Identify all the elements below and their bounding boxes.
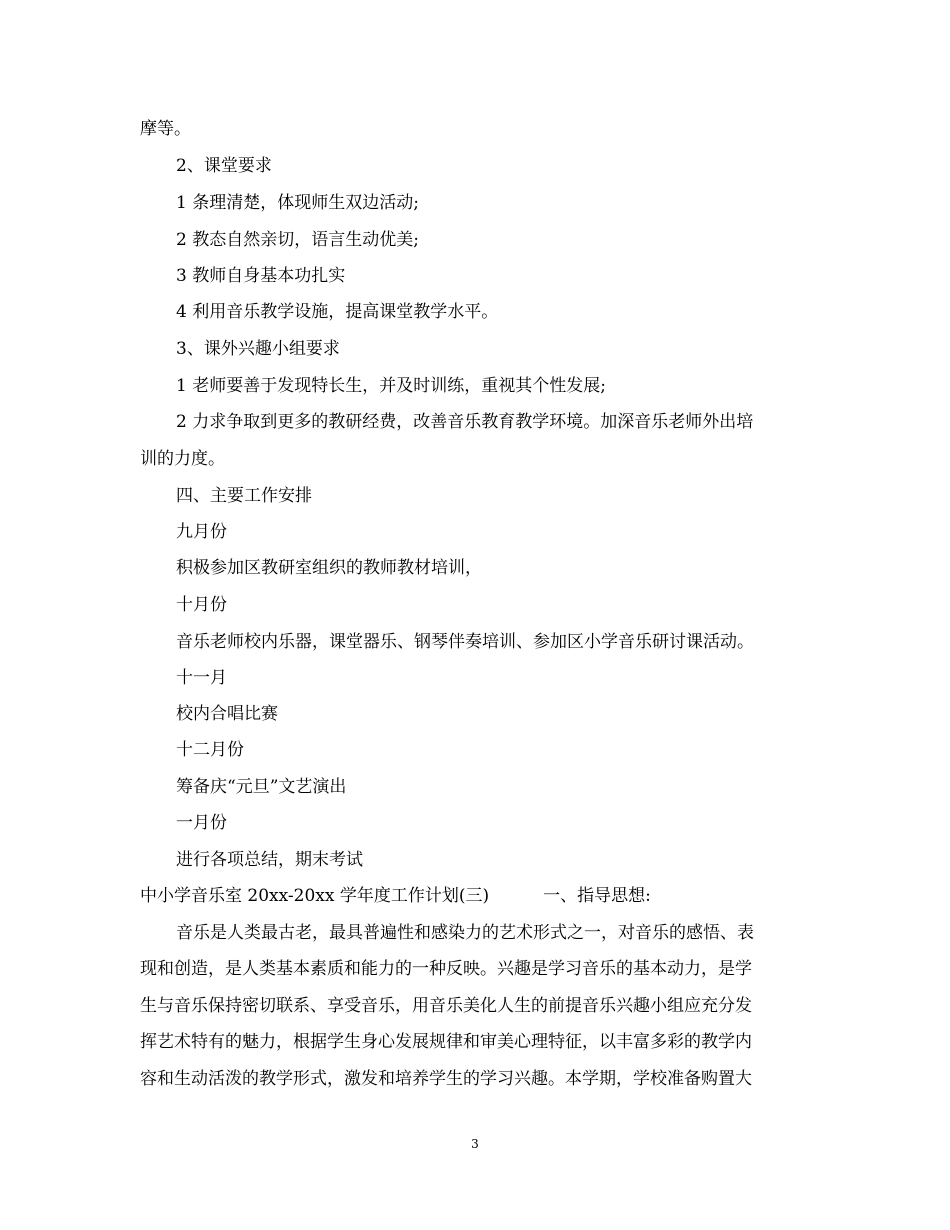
list-item: 3 教师自身基本功扎实 bbox=[176, 266, 346, 286]
plan-title-line bbox=[140, 885, 651, 907]
month-heading: 一月份 bbox=[176, 813, 227, 833]
month-activity: 进行各项总结，期末考试 bbox=[176, 850, 363, 870]
page-number: 3 bbox=[471, 1137, 479, 1151]
list-item: 2 教态自然亲切，语言生动优美; bbox=[176, 230, 419, 250]
month-activity: 校内合唱比赛 bbox=[176, 704, 278, 724]
month-activity: 积极参加区教研室组织的教师教材培训， bbox=[176, 558, 482, 578]
paragraph-line: 容和生动活泼的教学形式，激发和培养学生的学习兴趣。本学期，学校准备购置大 bbox=[140, 1069, 752, 1089]
text-line: 训的力度。 bbox=[140, 449, 225, 469]
list-item: 1 老师要善于发现特长生，并及时训练，重视其个性发展; bbox=[176, 376, 606, 396]
paragraph-line: 音乐是人类最古老，最具普遍性和感染力的艺术形式之一，对音乐的感悟、表 bbox=[176, 923, 754, 943]
section-heading: 3、课外兴趣小组要求 bbox=[176, 339, 340, 359]
month-heading: 十一月 bbox=[176, 668, 227, 688]
month-heading: 十二月份 bbox=[176, 740, 244, 760]
text-line: 摩等。 bbox=[140, 119, 191, 139]
plan-title: 中小学音乐室 20xx-20xx 学年度工作计划(三) bbox=[140, 886, 490, 906]
list-item: 2 力求争取到更多的教研经费，改善音乐教育教学环境。加深音乐老师外出培 bbox=[176, 412, 754, 432]
month-activity: 音乐老师校内乐器，课堂器乐、钢琴伴奏培训、参加区小学音乐研讨课活动。 bbox=[176, 632, 754, 652]
paragraph-line: 现和创造，是人类基本素质和能力的一种反映。兴趣是学习音乐的基本动力，是学 bbox=[140, 959, 752, 979]
section-heading: 2、课堂要求 bbox=[176, 156, 272, 176]
paragraph-line: 生与音乐保持密切联系、享受音乐，用音乐美化人生的前提音乐兴趣小组应充分发 bbox=[140, 996, 752, 1016]
month-activity: 筹备庆“元旦”文艺演出 bbox=[176, 777, 347, 797]
list-item: 4 利用音乐教学设施，提高课堂教学水平。 bbox=[176, 302, 499, 322]
list-item: 1 条理清楚，体现师生双边活动; bbox=[176, 193, 419, 213]
paragraph-line: 挥艺术特有的魅力，根据学生身心发展规律和审美心理特征，以丰富多彩的教学内 bbox=[140, 1032, 752, 1052]
section-heading: 四、主要工作安排 bbox=[176, 486, 312, 506]
month-heading: 九月份 bbox=[176, 522, 227, 542]
month-heading: 十月份 bbox=[176, 595, 227, 615]
section-heading: 一、指导思想: bbox=[543, 886, 651, 906]
